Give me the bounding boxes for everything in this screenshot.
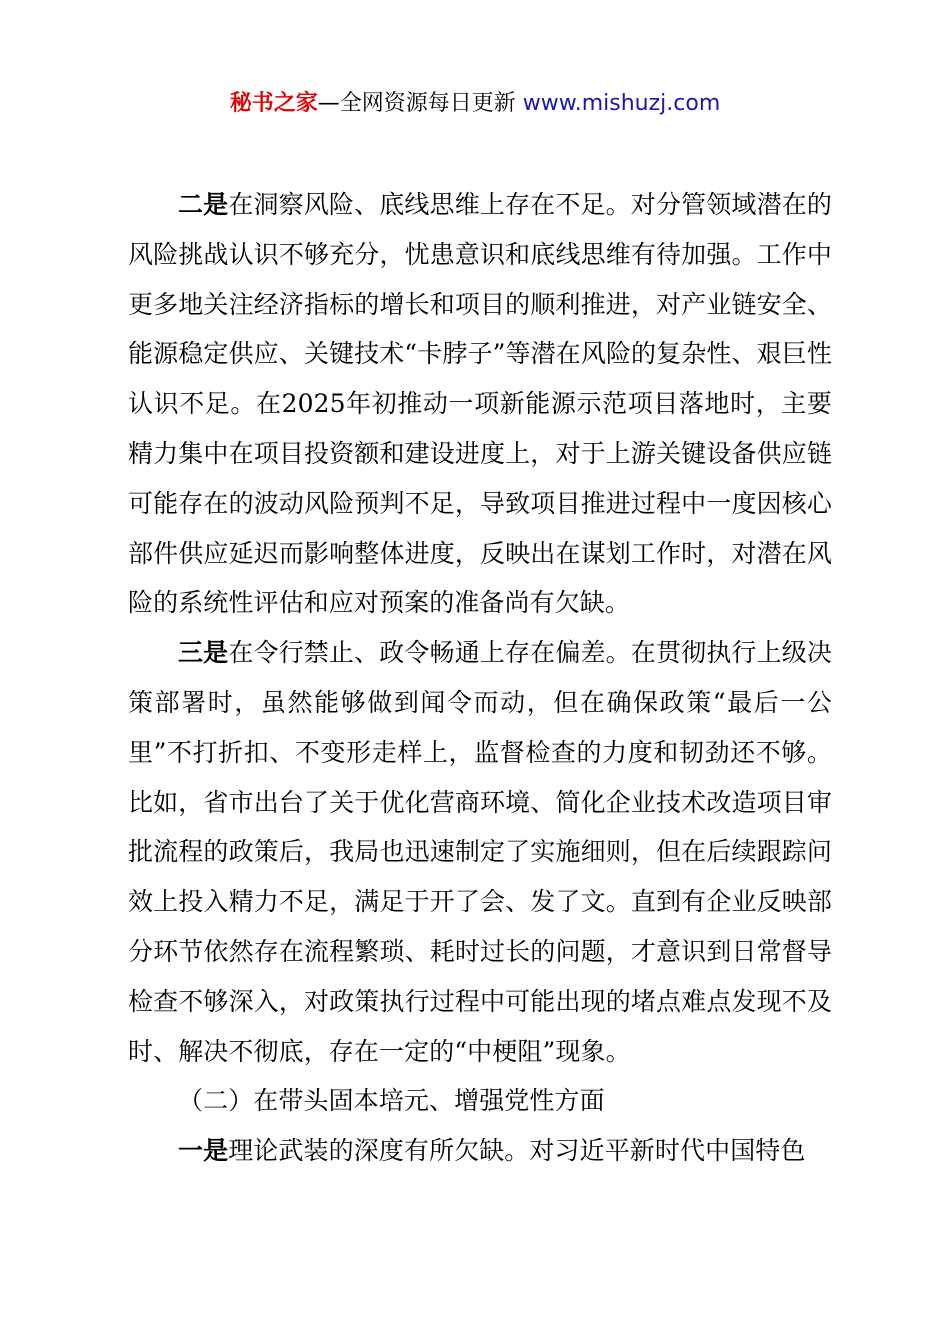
section-heading: （二）在带头固本培元、增强党性方面 <box>178 1086 605 1116</box>
document-body <box>128 180 832 1176</box>
paragraph-text: 理论武装的深度有所欠缺。对习近平新时代中国特色 <box>228 1136 806 1166</box>
paragraph-text: 在令行禁止、政令畅通上存在偏差。在贯彻执行上级决策部署时，虽然能够做到闻令而动，但在确保政策“最后一公里”不打折扣、不变形走样上，监督检查的力度和韧劲还不够。比如，省市出台了关于优化营商环境、简化企业技术改造项目审批流程的政策后，我局也迅速制定了实施细则，但在后续跟踪问效上投入精力不足，满足于开了会、发了文。直到有企业反映部分环节依然存在流程繁琐、耗时过长的问题，才意识到日常督导检查不够深入，对政策执行过程中可能出现的堵点难点发现不及时、解决不彻底，存在一定的“中梗阻”现象。 <box>128 638 832 1066</box>
paragraph-risk-awareness <box>128 180 832 628</box>
paragraph-text: 在洞察风险、底线思维上存在不足。对分管领域潜在的风险挑战认识不够充分，忧患意识和底线思维有待加强。工作中更多地关注经济指标的增长和项目的顺利推进，对产业链安全、能源稳定供应、关键技术“卡脖子”等潜在风险的复杂性、艰巨性认识不足。在2025年初推动一项新能源示范项目落地时，主要精力集中在项目投资额和建设进度上，对于上游关键设备供应链可能存在的波动风险预判不足，导致项目推进过程中一度因核心部件供应延迟而影响整体进度，反映出在谋划工作时，对潜在风险的系统性评估和应对预案的准备尚有欠缺。 <box>128 190 832 618</box>
site-url-link[interactable]: www.mishuzj.com <box>522 91 721 116</box>
paragraph-policy-execution <box>128 628 832 1076</box>
paragraph-lead: 三是 <box>178 638 229 668</box>
paragraph-lead: 一是 <box>178 1136 229 1166</box>
brand-name: 秘书之家 <box>229 91 318 116</box>
paragraph-lead: 二是 <box>178 190 229 219</box>
site-header <box>0 86 950 122</box>
paragraph-theory <box>128 1126 832 1176</box>
header-tagline: —全网资源每日更新 <box>317 91 523 116</box>
